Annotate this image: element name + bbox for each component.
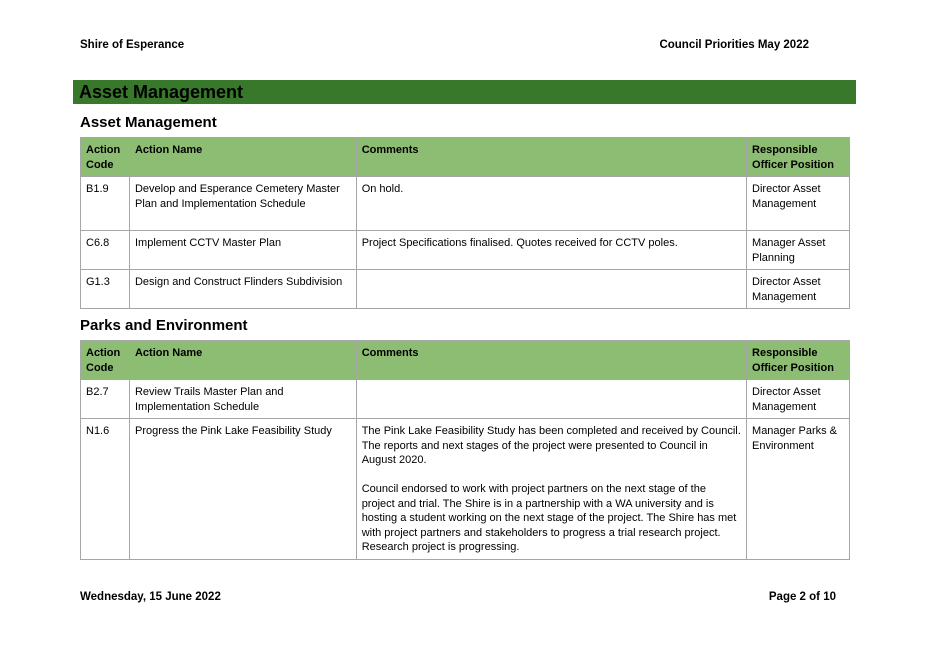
footer-date: Wednesday, 15 June 2022 xyxy=(80,591,221,603)
cell-code: N1.6 xyxy=(81,419,130,560)
parks-environment-table xyxy=(80,340,850,560)
cell-action-name: Review Trails Master Plan and Implementation Schedule xyxy=(129,380,356,419)
cell-officer: Manager Parks & Environment xyxy=(747,419,850,560)
cell-code: B1.9 xyxy=(81,177,130,231)
table-row xyxy=(81,419,850,560)
page-number: Page 2 of 10 xyxy=(768,591,836,603)
table-row xyxy=(81,177,850,231)
cell-comments: On hold. xyxy=(356,177,746,231)
section-banner: Asset Management xyxy=(73,80,856,104)
section-title-asset-management: Asset Management xyxy=(80,114,217,131)
col-header-officer: Responsible Officer Position xyxy=(747,138,850,177)
cell-action-name: Progress the Pink Lake Feasibility Study xyxy=(129,419,356,560)
cell-action-name: Implement CCTV Master Plan xyxy=(129,231,356,270)
cell-officer: Director Asset Management xyxy=(747,380,850,419)
col-header-action-name: Action Name xyxy=(129,341,356,380)
cell-code: G1.3 xyxy=(81,270,130,309)
col-header-action-code: Action Code xyxy=(81,341,130,380)
col-header-action-code: Action Code xyxy=(81,138,130,177)
cell-comments xyxy=(356,270,746,309)
cell-comments: The Pink Lake Feasibility Study has been completed and received by Council. The reports and next stages of the project were presented to Council in August 2020. Council endorsed to work with project partners on the next stage of the project and trial. The Shire is in a partnership with a WA university and is hosting a student working on the next stage of the project. The Shire has met with project partners and stakeholders to progress a trial research project. Research project is progressing. xyxy=(356,419,746,560)
cell-officer: Manager Asset Planning xyxy=(747,231,850,270)
col-header-comments: Comments xyxy=(356,138,746,177)
col-header-action-name: Action Name xyxy=(129,138,356,177)
cell-action-name: Design and Construct Flinders Subdivision xyxy=(129,270,356,309)
cell-comments: Project Specifications finalised. Quotes received for CCTV poles. xyxy=(356,231,746,270)
section-title-parks-environment: Parks and Environment xyxy=(80,317,248,334)
cell-comments xyxy=(356,380,746,419)
table-header-row xyxy=(81,341,850,380)
table-row xyxy=(81,380,850,419)
cell-officer: Director Asset Management xyxy=(747,270,850,309)
document-header-left: Shire of Esperance xyxy=(80,39,185,51)
cell-code: B2.7 xyxy=(81,380,130,419)
table-row xyxy=(81,231,850,270)
cell-officer: Director Asset Management xyxy=(747,177,850,231)
cell-action-name: Develop and Esperance Cemetery Master Plan and Implementation Schedule xyxy=(129,177,356,231)
cell-code: C6.8 xyxy=(81,231,130,270)
table-header-row xyxy=(81,138,850,177)
asset-management-table xyxy=(80,137,850,309)
col-header-comments: Comments xyxy=(356,341,746,380)
col-header-officer: Responsible Officer Position xyxy=(747,341,850,380)
table-row xyxy=(81,270,850,309)
document-header-right: Council Priorities May 2022 xyxy=(659,39,809,51)
